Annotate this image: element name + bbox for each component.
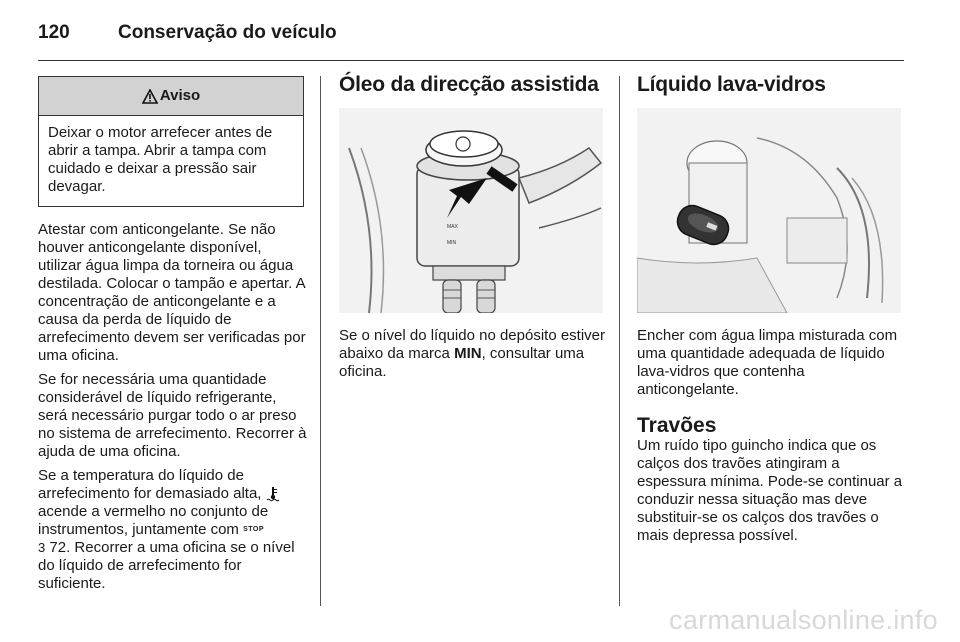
- section-heading: Óleo da direcção assistida: [339, 73, 599, 96]
- warning-triangle-icon: [142, 89, 158, 104]
- column-2: [339, 73, 607, 387]
- paragraph-text: acende a vermelho no conjunto de instrumentos, juntamente com: [38, 503, 269, 538]
- paragraph: Encher com água limpa misturada com uma quantidade adequada de líquido lava-vidros que contenha anticongelante.: [637, 327, 898, 398]
- min-label: MIN: [454, 345, 482, 362]
- chapter-title: Conservação do veículo: [118, 22, 337, 43]
- column-3: [637, 73, 907, 551]
- page-header: [38, 18, 904, 61]
- paragraph-text: Se a temperatura do líquido de arrefecimento for demasiado alta,: [38, 467, 262, 502]
- watermark: carmanualsonline.info: [669, 605, 938, 635]
- column-divider: [320, 76, 321, 606]
- paragraph: [339, 327, 607, 381]
- section-heading: Travões: [637, 414, 717, 437]
- warning-box: [38, 76, 304, 207]
- max-mark: MAX: [447, 224, 458, 230]
- column-1: [38, 76, 308, 599]
- reservoir-drawing: [339, 108, 603, 313]
- page-number: 120: [38, 22, 70, 43]
- paragraph: Atestar com anticongelante. Se não houver anticongelante disponível, utilizar água limpa da torneira ou água destilada. Colocar o tampão e apertar. A concentração de anticongelante e a causa da perda de líquido de arrefecimento devem ser verificadas por uma oficina.: [38, 221, 306, 364]
- paragraph: Um ruído tipo guincho indica que os calços dos travões atingiram a espessura mínima. Pode-se continuar a conduzir nessa situação mas deve substituir-se os calços dos travões o mais depressa possível.: [637, 437, 903, 544]
- paragraph-text: Se o nível do líquido no depósito estiver abaixo da marca: [339, 327, 606, 362]
- power-steering-reservoir-illustration: [339, 108, 603, 313]
- paragraph-text: , consultar uma oficina.: [339, 345, 585, 380]
- stop-icon: STOP: [243, 526, 265, 534]
- column-divider: [619, 76, 620, 606]
- paragraph: [38, 467, 308, 593]
- page-reference-arrow-icon: 3: [38, 540, 46, 556]
- warning-heading: Aviso: [159, 87, 201, 104]
- min-mark: MIN: [447, 240, 457, 246]
- section-heading: Líquido lava-vidros: [637, 73, 826, 96]
- washer-fluid-reservoir-illustration: [637, 108, 901, 313]
- warning-header: [39, 77, 303, 116]
- warning-text: Deixar o motor arrefecer antes de abrir a tampa. Abrir a tampa com cuidado e deixar a pressão sair devagar.: [48, 124, 273, 195]
- coolant-temperature-icon: [266, 486, 280, 502]
- washer-drawing: [637, 108, 901, 313]
- paragraph: Se for necessária uma quantidade considerável de líquido refrigerante, será necessário purgar todo o ar preso no sistema de arrefecimento. Recorrer à ajuda de uma oficina.: [38, 371, 307, 460]
- paragraph-text: 72. Recorrer a uma oficina se o nível do líquido de arrefecimento for suficiente.: [38, 539, 295, 593]
